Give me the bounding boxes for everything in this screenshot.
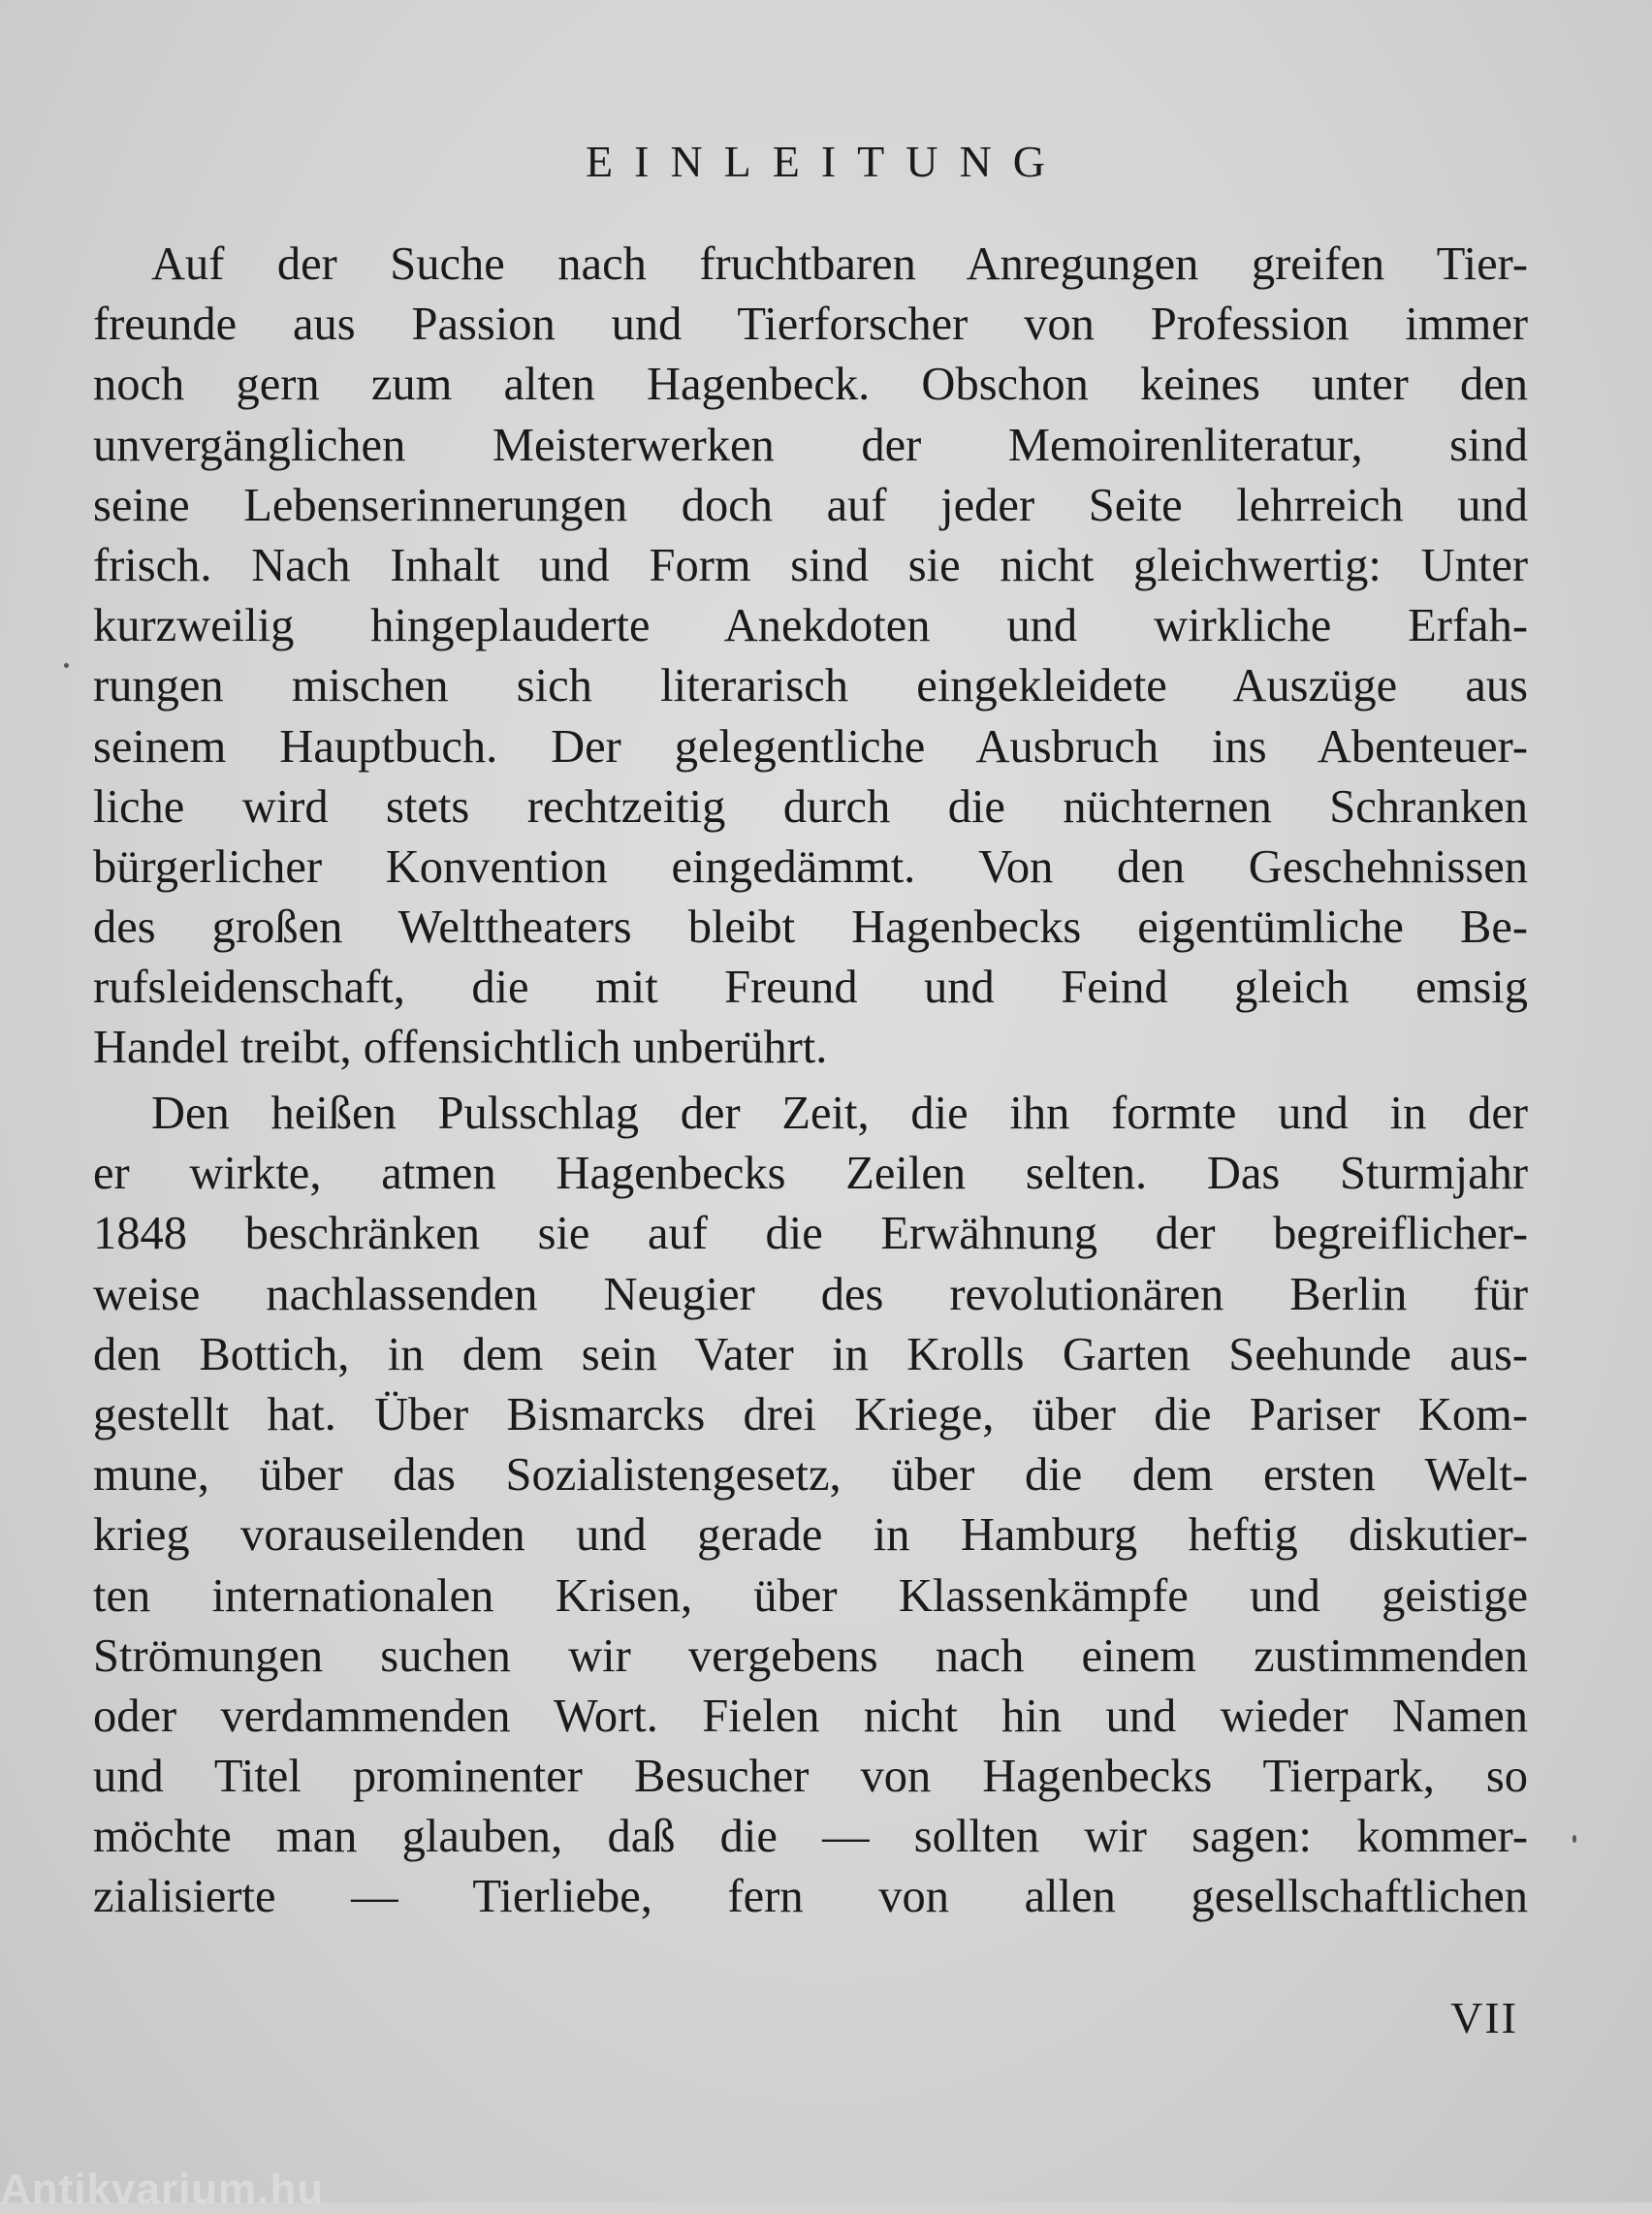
text-line: rufsleidenschaft, die mit Freund und Feind gleich emsig xyxy=(93,962,1528,1014)
text-line: Strömungen suchen wir vergebens nach einem zustimmenden xyxy=(93,1629,1528,1682)
paper-speck xyxy=(1573,1835,1576,1843)
text-line: Handel treibt, offensichtlich unberührt. xyxy=(93,1022,828,1074)
text-line: mune, über das Sozialistengesetz, über die dem ersten Welt- xyxy=(93,1449,1528,1502)
page-number: VII xyxy=(1450,1993,1518,2042)
paragraph-1 xyxy=(93,235,1528,1079)
text-line: noch gern zum alten Hagenbeck. Obschon keines unter den xyxy=(93,359,1528,411)
text-line: kurzweilig hingeplauderte Anekdoten und wirkliche Erfah- xyxy=(93,600,1528,652)
text-line: seinem Hauptbuch. Der gelegentliche Ausbruch ins Abenteuer- xyxy=(93,720,1528,773)
text-line: krieg vorauseilenden und gerade in Hamburg heftig diskutier- xyxy=(93,1509,1528,1562)
text-line: möchte man glauben, daß die — sollten wir sagen: kommer- xyxy=(93,1811,1528,1863)
chapter-heading: EINLEITUNG xyxy=(586,137,1066,186)
text-line: seine Lebenserinnerungen doch auf jeder Seite lehrreich und xyxy=(93,479,1528,531)
text-line: unvergänglichen Meisterwerken der Memoirenliteratur, sind xyxy=(93,419,1528,471)
text-line: freunde aus Passion und Tierforscher von Profession immer xyxy=(93,299,1528,351)
text-line: Den heißen Pulsschlag der Zeit, die ihn formte und in der xyxy=(151,1088,1528,1139)
paragraph-2 xyxy=(93,1084,1528,1928)
text-line: er wirkte, atmen Hagenbecks Zeilen selten. Das Sturmjahr xyxy=(93,1148,1528,1200)
text-line: und Titel prominenter Besucher von Hagenbecks Tierpark, so xyxy=(93,1751,1528,1803)
text-line: frisch. Nach Inhalt und Form sind sie nicht gleichwertig: Unter xyxy=(93,539,1528,591)
text-line: 1848 beschränken sie auf die Erwähnung der begreiflicher- xyxy=(93,1208,1528,1260)
text-line: oder verdammenden Wort. Fielen nicht hin und wieder Namen xyxy=(93,1690,1528,1742)
text-line: weise nachlassenden Neugier des revolutionären Berlin für xyxy=(93,1268,1528,1320)
watermark: Antikvarium.hu xyxy=(0,2166,325,2213)
text-line: ten internationalen Krisen, über Klassenkämpfe und geistige xyxy=(93,1569,1528,1622)
text-line: des großen Welttheaters bleibt Hagenbecks eigentümliche Be- xyxy=(93,901,1528,954)
text-line: gestellt hat. Über Bismarcks drei Kriege, über die Pariser Kom- xyxy=(93,1388,1528,1440)
text-line: liche wird stets rechtzeitig durch die nüchternen Schranken xyxy=(93,780,1528,833)
text-line: den Bottich, in dem sein Vater in Krolls Garten Seehunde aus- xyxy=(93,1328,1528,1380)
paper-speck xyxy=(64,663,69,668)
text-line: bürgerlicher Konvention eingedämmt. Von den Geschehnissen xyxy=(93,840,1528,893)
text-line: zialisierte — Tierliebe, fern von allen gesellschaftlichen xyxy=(93,1871,1528,1923)
text-line: Auf der Suche nach fruchtbaren Anregungen greifen Tier- xyxy=(151,238,1528,290)
text-line: rungen mischen sich literarisch eingekleidete Auszüge aus xyxy=(93,660,1528,712)
